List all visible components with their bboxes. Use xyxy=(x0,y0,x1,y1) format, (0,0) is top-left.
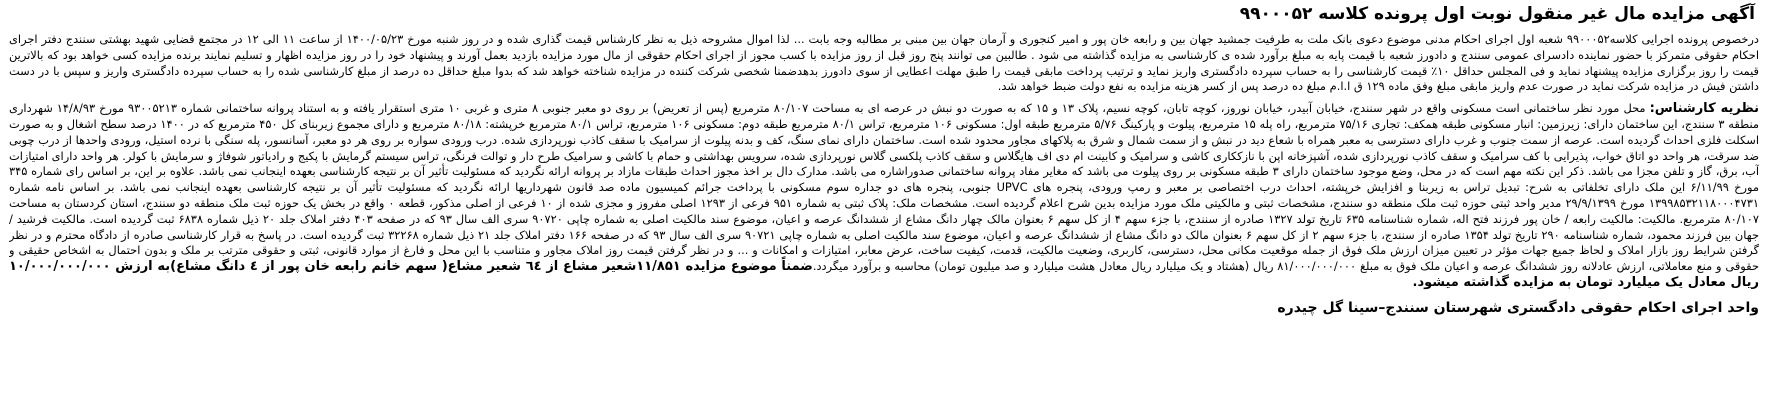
expert-opinion-text: محل مورد نظر ساختمانی است مسکونی واقع در شهر سنندج، خیابان آبیدر، خیابان نوروز، کوچه تابان، کوچه نسیم، پلاک ۱۳ و ۱۵ که به صورت دو نبش در عرصه ای به مساحت ۸۰/۱۰۷ مترمربع (پس از تعریض) بر روی دو معبر جنوبی ۸ متری و غربی ۱۰ متری استقرار یافته و به استناد پروانه ساختمانی شماره ۹۳۰۰۵۲۱۳ مورخ ۱۴/۸/۹۳ شهرداری منطقه ۳ سنندج، این ساختمان دارای: زیرزمین: انبار مسکونی طبقه همکف: تجاری ۷۵/۱۶ مترمربع، راه پله ۱۵ مترمربع، پیلوت و پارکینگ ۵/۷۶ مترمربع طبقه اول: مسکونی ۱۰۶ مترمربع، تراس ۸۰/۱ مترمربع طبقه دوم: مسکونی ۱۰۶ مترمربع، تراس ۸۰/۱ مترمربع خرپشته: ۸۰/۱۸ مترمربع و دارای مجموع زیربنای کل ۴۵۰ مترمربع که در ۱۴۰۰ درصد سطح اشغال و به صورت اسکلت فلزی احداث گردیده است. عرصه از سمت جنوب و غرب دارای دسترسی به معبر همراه با شعاع دید در نبش و از سمت شمال و شرق به پلاکهای مجاور محدود شده است. ساختمان دارای نمای سنگ، کف و بدنه پیلوت از سرامیک با سقف کاذب نورپردازی شده. درب ورودی سواره بر روی هر دو معبر، آسانسور، پله سنگی با نرده استیل، ورودی واحدها از درب چوبی ضد سرقت، هر واحد دو اتاق خواب، پذیرایی با کف سرامیک و سقف کاذب نورپردازی شده، آشپزخانه اپن با نازککاری کاشی و سرامیک و کابینت ام دی اف هایگلاس و سقف کاذب پلکسی گلاس نورپردازی شده، سرویس بهداشتی و حمام با کاشی و سرامیک طرح دار و توالت فرنگی، تراس سیستم گرمایش با پکیج و رادیاتور شوفاژ و سرمایش با کولر. هر واحد دارای امتیازات آب، برق، گاز و تلفن مجزا می باشد. ذکر این نکته مهم است که در محل، وضع موجود ساختمان دارای ۳ طبقه مسکونی بر روی پیلوت می باشد که مغایر مفاد پروانه ساختمانی صدوراشاره می باشد. مدارک دال بر اخذ مجوز احداث طبقات مازاد بر پروانه ارائه نگردید که مسئولیت تأثیر آن بر نتیجه کارشناسی بعهده اینجانب نمی باشد. علاوه بر این، بر اساس رای شماره ۳۴۵ مورخ ۶/۱۱/۹۹ این ملک دارای تخلفاتی به شرح: تبدیل تراس به زیربنا و افزایش خرپشته، احداث درب اختصاصی بر معبر و رمپ ورودی، پنجره های UPVC جنوبی، پنجره های دو جداره سوم مسکونی با پرداخت جرائم کمیسیون ماده صد قانون شهرداریها ارائه نگردید که مسئولیت تأثیر آن بر نتیجه کارشناسی بعهده اینجانب نمی باشد. بر اساس نامه شماره ۱۳۹۹۸۵۳۲۱۱۸۰۰۰۴۷۳۱ مورخ ۲۹/۹/۱۳۹۹ مدیر واحد ثبتی حوزه ثبت ملک منطقه دو سنندج، مشخصات ثبتی و مالکیتی ملک مورد مزایده بدین شرح اعلام گردیده است. مشخصات ملک: پلاک ثبتی به شماره ۹۵۱ فرعی از ۱۲۹۳ اصلی مفروز و مجزی شده از ۱۰ فرعی از اصلی مذکور، قطعه ۰ واقع در بخش یک حوزه ثبت ملک منطقه دو سنندج، استان کردستان به مساحت ۸۰/۱۰۷ مترمربع. مالکیت: مالکیت رابعه / خان پور فرزند فتح اله، شماره شناسنامه ۶۳۵ تاریخ تولد ۱۳۲۷ صادره از سنندج، با جزء سهم ۴ از کل سهم ۶ بعنوان مالک چهار دانگ مشاع از ششدانگ عرصه و اعیان، موضوع سند مالکیت اصلی به شماره چاپی ۹۰۷۲۰ سری الف سال ۹۳ که در صفحه ۴۰۳ دفتر املاک جلد ۲۰ ذیل شماره ۶۸۳۸ ثبت گردیده است. مالکیت فرشید / جهان بین فرزند محمود، شماره شناسنامه ۲۹۰ تاریخ تولد ۱۳۵۴ صادره از سنندج، با جزء سهم ۲ از کل سهم ۶ بعنوان مالک دو دانگ مشاع از ششدانگ عرصه و اعیان، موضوع سند مالکیت اصلی به شماره چاپی ۹۰۷۲۱ سری الف سال ۹۳ که در صفحه ۱۶۶ دفتر املاک جلد ۲۱ ذیل شماره ۳۲۲۶۸ ثبت گردیده است. در پاسخ به قرار کارشناسی صادره از دادگاه محترم و در نظر گرفتن شرایط روز بازار املاک و لحاظ جمیع جهات مؤثر در تعیین میزان ارزش ملک فوق از جمله موقعیت مکانی محل، دسترسی، کاربری، وضعیت مالکیت، قدمت، کیفیت ساخت، عرض معابر، امتیازات و امکانات و ... و در نظر گرفتن قیمت روز املاک مجاور و متناسب با این محل و فارغ از موارد قانونی، ثبتی و حقوقی مترتب بر ملک و بدون احتمال به اشخاص حقیقی و حقوقی و منع معاملاتی، ارزش عادلانه روز ششدانگ عرصه و اعیان ملک فوق به مبلغ ۸۱/۰۰۰/۰۰۰/۰۰۰ ریال (هشتاد و یک میلیارد ریال معادل هشت میلیارد و صد میلیون تومان) محاسبه و برآورد میگردد. xyxy=(9,101,1759,274)
expert-opinion-label: نظریه کارشناس: xyxy=(1649,101,1759,117)
expert-opinion-paragraph xyxy=(9,101,1759,291)
intro-paragraph: درخصوص پرونده اجرایی کلاسه۹۹۰۰۰۵۲ شعبه اول اجرای احکام مدنی موضوع دعوی بانک ملت به طرفیت جمشید جهان بین و رابعه خان پور و امیر کنجوری و آرمان جهان بین مبنی بر مطالبه وجه بابت ... لذا اموال مشروحه ذیل به نظر کارشناس قیمت گذاری شده و در روز شنبه مورخ ۱۴۰۰/۰۵/۲۳ از ساعت ۱۱ الی ۱۲ در مجتمع قضایی شهید بهشتی سنندج دفتر اجرای احکام حقوقی متمرکز با حضور نماینده دادسرای عمومی سنندج و دادورز شعبه با قیمت پایه به مبلغ برآورد شده ی کارشناسی به مزایده گذاشته می شود . طالبین می توانند پنج روز قبل از روز مزایده با کسب مجوز از اجرای احکام حقوقی از مال مورد مزایده بازدید بعمل آورند و پیشنهاد خود را در روز مزایده اظهار و تسلیم نمایند برنده مزایده کسی خواهد بود که بالاترین قیمت را روز برگزاری مزایده پیشنهاد نماید و فی المجلس حداقل ۱۰٪ قیمت کارشناسی را به حساب سپرده دادگستری واریز نماید و ترتیب پرداخت مابقی قیمت را طبق مهلت اعطایی از سوی دادورز بدهدضمنا شخصی شرکت کننده در مزایده شناخته خواهد شد که بدوا مبلغ حداقل ده درصد از مبلغ کارشناسی شده را به حساب سپرده دادگستری واریز و سپس با در دست داشتن فیش در مزایده شرکت نماید در صورت عدم واریز مابقی مبلغ وفق ماده ۱۲۹ ق ا.ا.م مبلغ ده درصد پس از کسر هزینه مزایده به نفع دولت ضبط خواهد شد. xyxy=(9,32,1759,94)
auction-subject-text: ضمناً موضوع مزایده ۱۱/۸۵۱شعیر مشاع از ٦٤ شعیر مشاع( سهم خانم رابعه خان پور از ٤ دانگ مشاع)به ارزش ۱۰/۰۰۰/۰۰۰/۰۰۰ ریال معادل یک میلیارد تومان به مزایده گذاشته میشود. xyxy=(9,259,1759,290)
auction-notice xyxy=(9,0,1759,410)
notice-title: آگهی مزایده مال غیر منقول نوبت اول پرونده کلاسه ۹۹۰۰۰۵۲ xyxy=(1239,4,1755,24)
signature-line: واحد اجرای احکام حقوقی دادگستری شهرستان سنندج–سینا گل چیدره xyxy=(1277,299,1759,316)
